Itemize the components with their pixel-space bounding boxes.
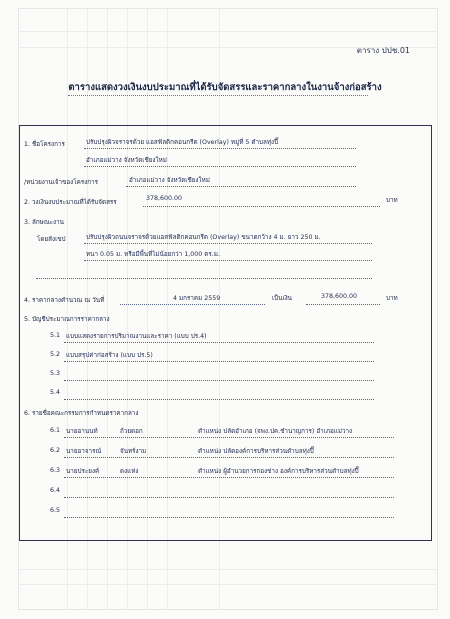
- median-amount-label: เป็นเงิน: [272, 295, 292, 302]
- budget-unit: บาท: [386, 197, 398, 204]
- committee-member-number: 6.5: [50, 507, 61, 514]
- budget-label: 2. วงเงินงบประมาณที่ได้รับจัดสรร: [24, 199, 117, 206]
- committee-member-last-name: ถ้วยดอก: [120, 428, 143, 435]
- median-amount-value: 378,600.00: [321, 293, 358, 300]
- work-line3-rule: [36, 278, 372, 279]
- committee-member-first-name: นายอาจารณ์: [66, 448, 102, 455]
- source-item-rule: [64, 361, 374, 362]
- median-price-label: 4. ราคากลางคำนวณ ณ วันที่: [24, 297, 105, 304]
- source-item-rule: [64, 399, 374, 400]
- committee-member-rule: [64, 457, 394, 458]
- work-sublabel: โดยสังเขป: [37, 236, 66, 243]
- committee-member-number: 6.2: [50, 447, 61, 454]
- project-value-line1: ปรับปรุงผิวจราจรด้วย แอสฟัลติกคอนกรีต (Overlay) หมู่ที่ 5 ตำบลทุ่งปี๊: [86, 139, 279, 146]
- committee-member-rule: [64, 497, 394, 498]
- budget-rule: [143, 206, 380, 207]
- project-line2-rule: [84, 166, 356, 167]
- committee-member-rule: [64, 437, 394, 438]
- median-amount-rule: [306, 304, 380, 305]
- committee-member-first-name: นายอานนท์: [66, 428, 98, 435]
- work-value-line1: ปรับปรุงผิวถนนจราจรด้วยแอสฟัลติกคอนกรีต (Overlay) ขนาดกว้าง 4 ม. ยาว 250 ม.: [86, 234, 321, 241]
- source-item-number: 5.1: [50, 332, 61, 339]
- project-value-line2: อำเภอแม่วาง จังหวัดเชียงใหม่: [86, 157, 167, 164]
- source-item-text: แบบสรุปค่าก่อสร้าง (แบบ ปร.5): [66, 352, 153, 359]
- project-line1-rule: [84, 148, 356, 149]
- committee-member-position: ตำแหน่ง ปลัดองค์การบริหารส่วนตำบลทุ่งปี๊: [198, 448, 314, 455]
- sources-label: 5. บัญชีประมาณการราคากลาง: [24, 316, 110, 323]
- work-line2-rule: [84, 260, 372, 261]
- committee-member-last-name: จันทร์งาม: [120, 448, 147, 455]
- committee-member-number: 6.1: [50, 427, 61, 434]
- source-item-number: 5.3: [50, 370, 61, 377]
- budget-value: 378,600.00: [146, 195, 183, 202]
- agency-label: /หน่วยงานเจ้าของโครงการ: [24, 179, 99, 186]
- committee-member-number: 6.3: [50, 467, 61, 474]
- work-line1-rule: [84, 243, 372, 244]
- agency-value: อำเภอแม่วาง จังหวัดเชียงใหม่: [129, 177, 210, 184]
- committee-member-position: ตำแหน่ง ผู้อำนวยการกองช่าง องค์การบริหารส่วนตำบลทุ่งปี๊: [198, 468, 359, 475]
- work-label: 3. ลักษณะงาน: [24, 219, 64, 226]
- median-price-date: 4 มกราคม 2559: [173, 295, 221, 302]
- source-item-text: แบบแสดงรายการปริมาณงานและราคา (แบบ ปร.4): [66, 333, 207, 340]
- page-title: ตารางแสดงวงเงินงบประมาณที่ได้รับจัดสรรและราคากลางในงานจ้างก่อสร้าง: [68, 82, 382, 93]
- committee-member-position: ตำแหน่ง ปลัดอำเภอ (จพง.ปค.ชำนาญการ) อำเภอแม่วาง: [198, 428, 353, 435]
- committee-member-last-name: ดงแห่ง: [120, 468, 139, 475]
- committee-member-rule: [64, 517, 394, 518]
- committee-member-first-name: นายประยงค์: [66, 468, 100, 475]
- work-value-line2: หนา 0.05 ม. หรือมีพื้นที่ไม่น้อยกว่า 1,000 ตร.ม.: [86, 251, 220, 258]
- median-date-rule: [120, 304, 265, 305]
- committee-member-rule: [64, 477, 394, 478]
- source-item-number: 5.2: [50, 351, 61, 358]
- source-item-number: 5.4: [50, 389, 61, 396]
- form-code: ตาราง ปปช.01: [356, 46, 410, 55]
- median-amount-unit: บาท: [386, 295, 398, 302]
- source-item-rule: [64, 380, 374, 381]
- project-label: 1. ชื่อโครงการ: [24, 141, 65, 148]
- committee-member-number: 6.4: [50, 487, 61, 494]
- source-item-rule: [64, 342, 374, 343]
- committee-label: 6. รายชื่อคณะกรรมการกำหนดราคากลาง: [24, 410, 139, 417]
- agency-rule: [126, 186, 356, 187]
- title-divider: [68, 95, 368, 96]
